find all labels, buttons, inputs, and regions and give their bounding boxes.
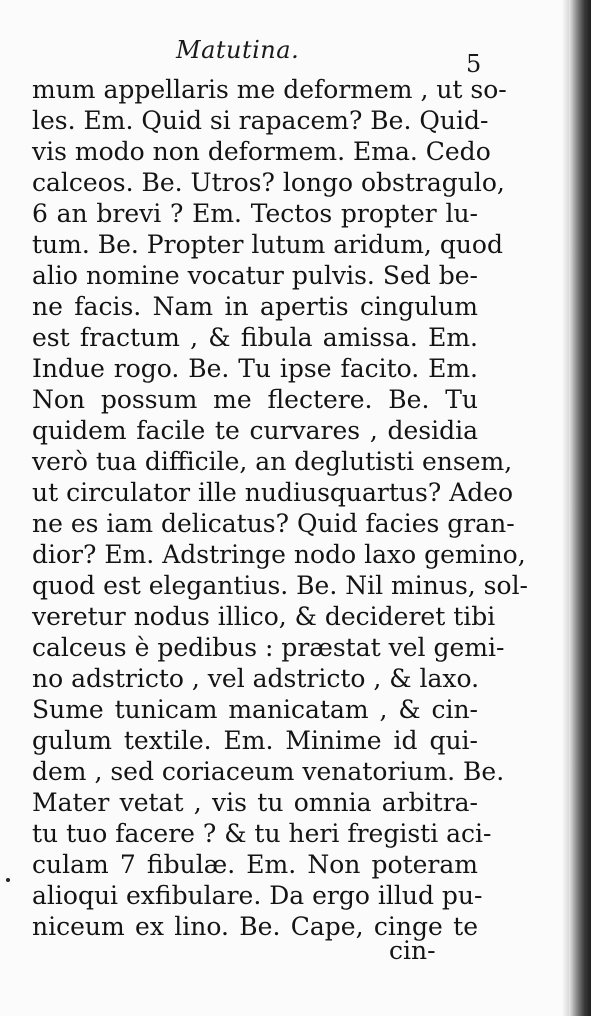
- text-line: alio nomine vocatur pulvis. Sed be-: [32, 261, 478, 290]
- text-line: calceus è pedibus : præstat vel gemi-: [32, 633, 505, 662]
- catchword: cin-: [389, 936, 436, 965]
- text-line: Mater vetat , vis tu omnia arbitra-: [32, 788, 478, 817]
- text-line: mum appellaris me deformem , ut so-: [32, 75, 507, 104]
- text-line: les. Em. Quid si rapacem? Be. Quid-: [32, 106, 489, 135]
- running-title: Matutina.: [176, 36, 300, 64]
- text-line: no adstricto , vel adstricto , & laxo.: [32, 664, 480, 693]
- text-line: tum. Be. Propter lutum aridum, quod: [32, 230, 503, 259]
- text-line: est fractum , & fibula amissa. Em.: [32, 323, 478, 352]
- text-line: tu tuo facere ? & tu heri fregisti aci-: [32, 819, 492, 848]
- text-line: verò tua difficile, an deglutisti ensem,: [32, 447, 513, 476]
- book-spine: [569, 0, 591, 1016]
- text-line: quidem facile te curvares , desidia: [32, 416, 478, 445]
- text-line: dior? Em. Adstringe nodo laxo gemino,: [32, 540, 526, 569]
- page-number: 5: [466, 50, 482, 78]
- text-line: Sume tunicam manicatam , & cin-: [32, 695, 478, 724]
- text-line: calceos. Be. Utros? longo obstragulo,: [32, 168, 505, 197]
- text-line: veretur nodus illico, & decideret tibi: [32, 602, 496, 631]
- text-line: Indue rogo. Be. Tu ipse facito. Em.: [32, 354, 478, 383]
- text-line: gulum textile. Em. Minime id qui-: [32, 726, 478, 755]
- text-line: dem , sed coriaceum venatorium. Be.: [32, 757, 505, 786]
- text-line: ut circulator ille nudiusquartus? Adeo: [32, 478, 514, 507]
- page-gutter: [561, 0, 569, 1016]
- text-line: alioqui exfibulare. Da ergo illud pu-: [32, 881, 483, 910]
- text-line: vis modo non deformem. Ema. Cedo: [32, 137, 491, 166]
- text-line: quod est elegantius. Be. Nil minus, sol-: [32, 571, 529, 600]
- text-line: 6 an brevi ? Em. Tectos propter lu-: [32, 199, 478, 228]
- text-line: Non possum me flectere. Be. Tu: [32, 385, 478, 414]
- text-line: ne es iam delicatus? Quid facies gran-: [32, 509, 515, 538]
- text-line: ne facis. Nam in apertis cingulum: [32, 292, 478, 321]
- margin-mark: [6, 878, 10, 882]
- text-line: niceum ex lino. Be. Cape, cinge te: [32, 912, 478, 941]
- text-line: culam 7 fibulæ. Em. Non poteram: [32, 850, 478, 879]
- body-text: [32, 74, 529, 942]
